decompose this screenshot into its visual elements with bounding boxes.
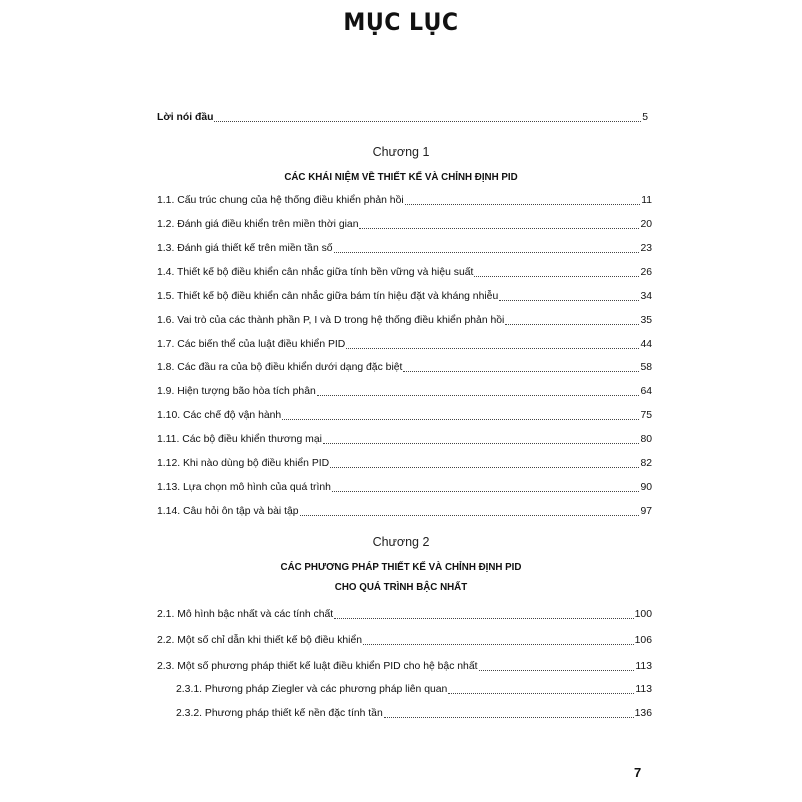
- chapter-2-heading-line-2: CHO QUÁ TRÌNH BẬC NHẤT: [334, 582, 468, 593]
- toc-entry-label: 2.1. Mô hình bậc nhất và các tính chất: [157, 609, 334, 620]
- dot-leader: [330, 466, 639, 468]
- chapter-1-heading: CÁC KHÁI NIỆM VỀ THIẾT KẾ VÀ CHỈNH ĐỊNH PID: [284, 172, 518, 183]
- toc-entry[interactable]: [0, 409, 802, 423]
- dot-leader: [505, 323, 639, 325]
- page-title: MỤC LỤC: [343, 8, 459, 36]
- toc-entry[interactable]: [0, 361, 802, 375]
- toc-entry[interactable]: [0, 433, 802, 447]
- toc-entry[interactable]: [0, 194, 802, 208]
- toc-entry-page: 44: [640, 339, 652, 350]
- dot-leader: [474, 275, 639, 277]
- dot-leader: [363, 643, 634, 645]
- chapter-2-label: Chương 2: [372, 535, 430, 549]
- toc-entry-page: 82: [640, 458, 652, 469]
- toc-entry[interactable]: [0, 314, 802, 328]
- dot-leader: [384, 716, 634, 718]
- dot-leader: [300, 514, 640, 516]
- toc-entry[interactable]: [0, 505, 802, 519]
- toc-entry-page: 58: [640, 362, 652, 373]
- dot-leader: [323, 442, 640, 444]
- toc-entry[interactable]: [0, 290, 802, 304]
- dot-leader: [282, 418, 639, 420]
- toc-entry-label: 1.12. Khi nào dùng bộ điều khiển PID: [157, 458, 330, 469]
- toc-entry-label: 2.2. Một số chỉ dẫn khi thiết kế bộ điều khiển: [157, 635, 363, 646]
- toc-entry[interactable]: [0, 385, 802, 399]
- toc-entry-label: 1.3. Đánh giá thiết kế trên miền tần số: [157, 243, 333, 254]
- toc-entry-label: Lời nói đầu: [157, 112, 214, 123]
- toc-entry-label: 1.10. Các chế độ vận hành: [157, 410, 282, 421]
- dot-leader: [317, 394, 640, 396]
- toc-entry-label: 1.5. Thiết kế bộ điều khiển cân nhắc giữa bám tín hiệu đặt và kháng nhiễu: [157, 291, 499, 302]
- toc-entry-preface[interactable]: [0, 111, 802, 125]
- toc-entry-page: 20: [640, 219, 652, 230]
- toc-entry[interactable]: [0, 481, 802, 495]
- toc-entry-label: 1.7. Các biến thể của luật điều khiển PID: [157, 339, 346, 350]
- toc-entry-page: 106: [634, 635, 652, 646]
- toc-entry[interactable]: [0, 660, 802, 674]
- dot-leader: [334, 251, 640, 253]
- toc-entry[interactable]: [0, 608, 802, 622]
- toc-entry[interactable]: [0, 266, 802, 280]
- toc-entry-label: 2.3.2. Phương pháp thiết kế nền đặc tính tần: [176, 708, 383, 719]
- toc-entry-page: 11: [641, 195, 652, 206]
- toc-entry-label: 1.11. Các bộ điều khiển thương mại: [157, 434, 322, 445]
- dot-leader: [359, 227, 639, 229]
- toc-entry[interactable]: [0, 218, 802, 232]
- toc-subentry[interactable]: [0, 683, 802, 697]
- dot-leader: [346, 347, 639, 349]
- dot-leader: [403, 370, 639, 372]
- chapter-2-heading-line-1: CÁC PHƯƠNG PHÁP THIẾT KẾ VÀ CHỈNH ĐỊNH PID: [280, 562, 522, 573]
- dot-leader: [499, 299, 639, 301]
- toc-entry-label: 1.14. Câu hỏi ôn tập và bài tập: [157, 506, 299, 517]
- dot-leader: [214, 120, 641, 122]
- toc-entry-label: 2.3. Một số phương pháp thiết kế luật điều khiển PID cho hệ bậc nhất: [157, 661, 478, 672]
- toc-entry-page: 64: [640, 386, 652, 397]
- toc-entry-page: 23: [640, 243, 652, 254]
- dot-leader: [332, 490, 640, 492]
- toc-entry-page: 35: [640, 315, 652, 326]
- page-number: 7: [634, 765, 642, 780]
- toc-entry[interactable]: [0, 338, 802, 352]
- toc-entry-page: 100: [634, 609, 652, 620]
- toc-entry-label: 1.9. Hiện tượng bão hòa tích phân: [157, 386, 316, 397]
- toc-entry-page: 75: [640, 410, 652, 421]
- toc-entry-label: 1.2. Đánh giá điều khiển trên miền thời gian: [157, 219, 359, 230]
- toc-entry-page: 136: [634, 708, 652, 719]
- dot-leader: [448, 692, 634, 694]
- dot-leader: [479, 669, 635, 671]
- toc-entry-page: 97: [640, 506, 652, 517]
- toc-entry-page: 34: [640, 291, 652, 302]
- dot-leader: [334, 617, 633, 619]
- toc-entry-label: 1.6. Vai trò của các thành phần P, I và D trong hệ thống điều khiển phản hồi: [157, 315, 505, 326]
- dot-leader: [405, 203, 641, 205]
- toc-entry-label: 1.8. Các đầu ra của bộ điều khiển dưới dạng đặc biệt: [157, 362, 403, 373]
- toc-entry-page: 80: [640, 434, 652, 445]
- toc-entry-label: 1.4. Thiết kế bộ điều khiển cân nhắc giữa tính bền vững và hiệu suất: [157, 267, 474, 278]
- toc-entry-page: 113: [635, 661, 652, 672]
- toc-entry-page: 90: [640, 482, 652, 493]
- toc-entry-label: 1.13. Lựa chọn mô hình của quá trình: [157, 482, 331, 493]
- toc-subentry[interactable]: [0, 707, 802, 721]
- toc-entry-page: 26: [640, 267, 652, 278]
- toc-entry-label: 2.3.1. Phương pháp Ziegler và các phương pháp liên quan: [176, 684, 448, 695]
- toc-entry-label: 1.1. Cấu trúc chung của hệ thống điều khiển phản hồi: [157, 195, 404, 206]
- chapter-1-label: Chương 1: [372, 145, 430, 159]
- toc-entry-page: 113: [635, 684, 652, 695]
- toc-entry[interactable]: [0, 634, 802, 648]
- toc-entry-page: 5: [642, 112, 648, 123]
- toc-entry[interactable]: [0, 242, 802, 256]
- toc-entry[interactable]: [0, 457, 802, 471]
